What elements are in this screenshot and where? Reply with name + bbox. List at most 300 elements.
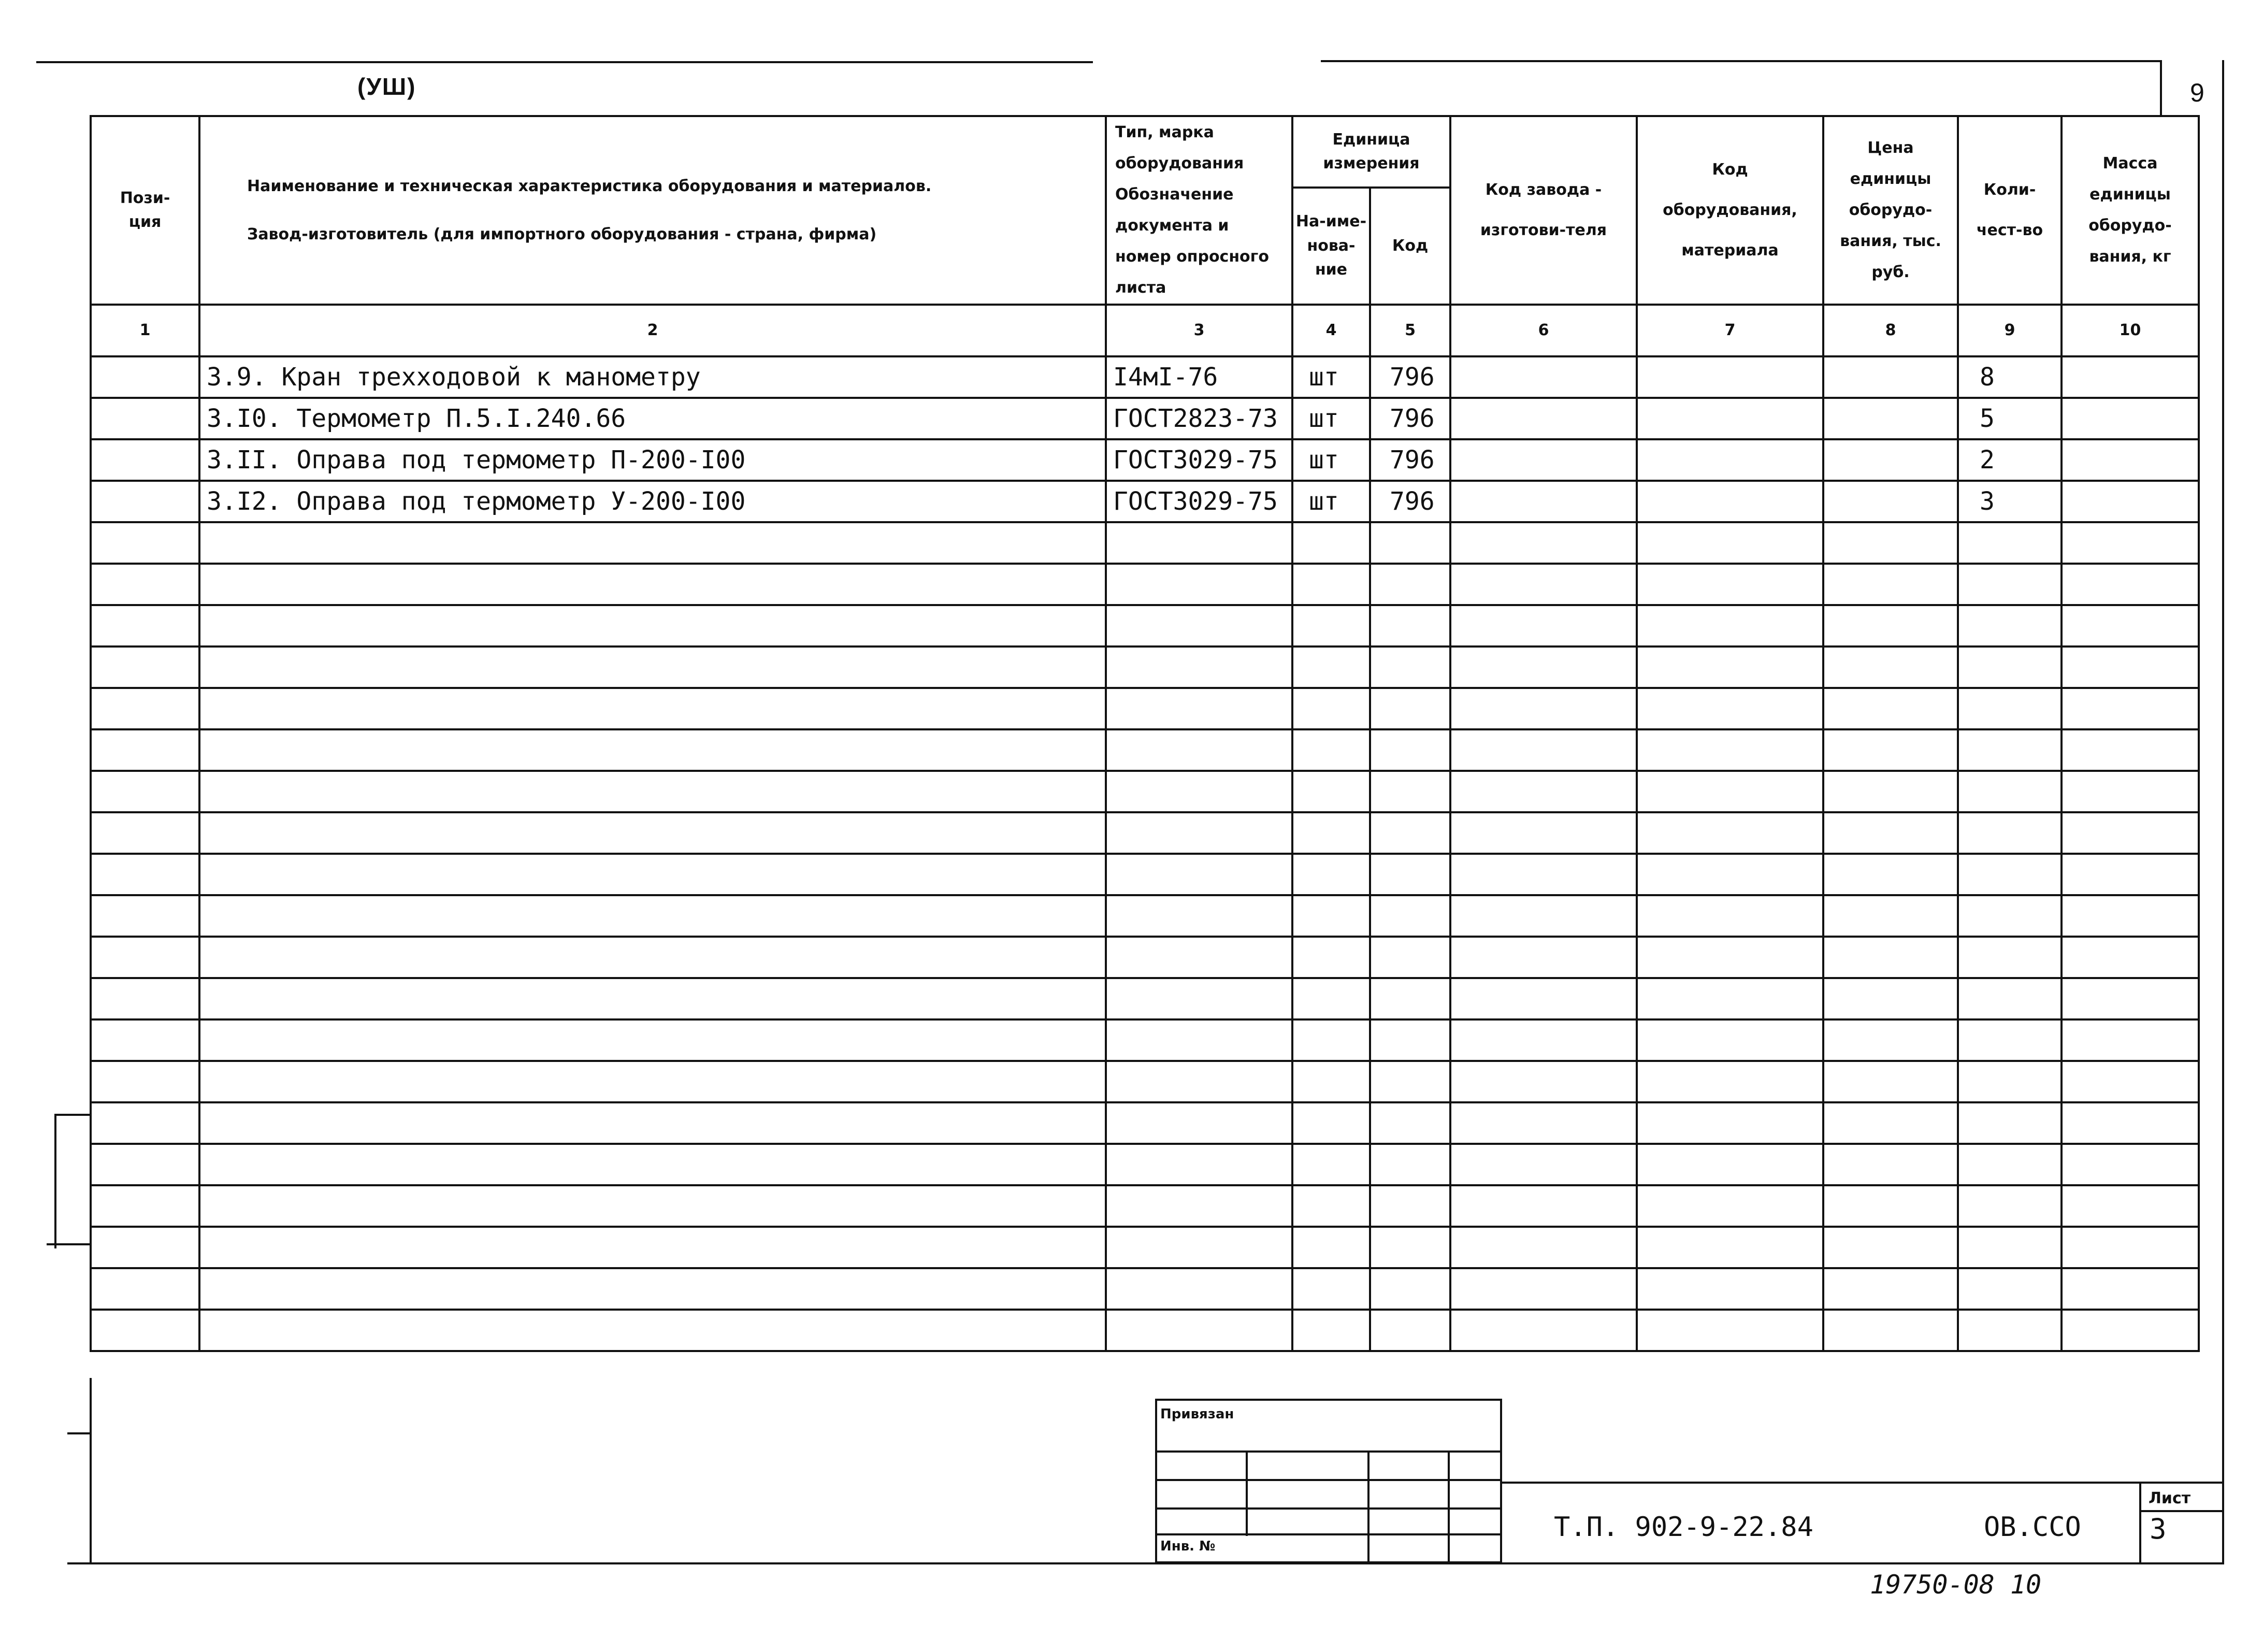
empty-cell bbox=[1292, 1310, 1370, 1351]
empty-cell bbox=[1450, 729, 1637, 771]
empty-table-row bbox=[91, 729, 2199, 771]
empty-cell bbox=[1958, 522, 2062, 564]
empty-cell bbox=[1450, 812, 1637, 854]
empty-cell bbox=[1450, 1310, 1637, 1351]
specification-table bbox=[90, 115, 2200, 1352]
empty-cell bbox=[1292, 1185, 1370, 1227]
empty-table-row bbox=[91, 895, 2199, 937]
empty-cell bbox=[2062, 895, 2199, 937]
empty-cell bbox=[1637, 895, 1823, 937]
empty-cell bbox=[1637, 729, 1823, 771]
cell-price bbox=[1823, 439, 1958, 481]
top-rule-right bbox=[1321, 60, 2160, 62]
empty-cell bbox=[1292, 605, 1370, 647]
empty-cell bbox=[1292, 937, 1370, 978]
empty-cell bbox=[1637, 1185, 1823, 1227]
col-unit-name-header: На-име-нова-ние bbox=[1292, 188, 1370, 305]
empty-cell bbox=[1292, 564, 1370, 605]
empty-cell bbox=[1370, 771, 1450, 812]
empty-cell bbox=[1823, 812, 1958, 854]
empty-cell bbox=[1106, 605, 1292, 647]
empty-cell bbox=[91, 1185, 199, 1227]
empty-cell bbox=[1637, 647, 1823, 688]
empty-cell bbox=[1450, 647, 1637, 688]
empty-cell bbox=[1450, 1185, 1637, 1227]
empty-cell bbox=[1370, 1144, 1450, 1185]
col-number: 2 bbox=[199, 305, 1106, 356]
empty-cell bbox=[1370, 1268, 1450, 1310]
cell-mass bbox=[2062, 398, 2199, 439]
empty-cell bbox=[199, 895, 1106, 937]
document-code: Т.П. 902-9-22.84 bbox=[1554, 1512, 1813, 1543]
empty-cell bbox=[1106, 1061, 1292, 1102]
empty-cell bbox=[1823, 647, 1958, 688]
empty-cell bbox=[199, 1102, 1106, 1144]
empty-cell bbox=[1370, 1185, 1450, 1227]
empty-cell bbox=[1370, 1227, 1450, 1268]
inv-label: Инв. № bbox=[1160, 1539, 1216, 1554]
empty-cell bbox=[1370, 729, 1450, 771]
document-suffix: ОВ.ССО bbox=[1984, 1512, 2081, 1543]
cell-name: 3.II. Оправа под термометр П-200-I00 bbox=[199, 439, 1106, 481]
empty-table-row bbox=[91, 1227, 2199, 1268]
empty-cell bbox=[1106, 1310, 1292, 1351]
empty-cell bbox=[1106, 522, 1292, 564]
binding-mark bbox=[54, 1114, 56, 1248]
empty-cell bbox=[199, 854, 1106, 895]
col-number: 1 bbox=[91, 305, 199, 356]
cell-equipment-code bbox=[1637, 356, 1823, 398]
empty-cell bbox=[1823, 1227, 1958, 1268]
col-number: 5 bbox=[1370, 305, 1450, 356]
empty-cell bbox=[2062, 1102, 2199, 1144]
right-border bbox=[2222, 60, 2224, 1562]
empty-cell bbox=[199, 1310, 1106, 1351]
stamp-line bbox=[1448, 1450, 1450, 1563]
empty-cell bbox=[1823, 1019, 1958, 1061]
col-mass-header: Масса единицы оборудо-вания, кг bbox=[2062, 116, 2199, 305]
empty-cell bbox=[1292, 895, 1370, 937]
cell-name: 3.9. Кран трехходовой к манометру bbox=[199, 356, 1106, 398]
table-row bbox=[91, 481, 2199, 522]
empty-cell bbox=[1450, 688, 1637, 729]
empty-cell bbox=[1106, 729, 1292, 771]
empty-cell bbox=[199, 564, 1106, 605]
empty-cell bbox=[1637, 978, 1823, 1019]
binding-mark bbox=[47, 1243, 91, 1245]
empty-cell bbox=[91, 1061, 199, 1102]
empty-cell bbox=[2062, 1144, 2199, 1185]
cell-mass bbox=[2062, 356, 2199, 398]
top-rule-left bbox=[36, 61, 1093, 63]
empty-cell bbox=[1450, 1268, 1637, 1310]
empty-cell bbox=[91, 937, 199, 978]
empty-cell bbox=[1637, 1061, 1823, 1102]
empty-cell bbox=[1450, 1019, 1637, 1061]
cell-plant-code bbox=[1450, 439, 1637, 481]
frame-bottom bbox=[67, 1562, 2224, 1564]
empty-cell bbox=[1823, 1310, 1958, 1351]
list-label: Лист bbox=[2149, 1489, 2191, 1507]
empty-cell bbox=[1823, 1144, 1958, 1185]
empty-cell bbox=[1637, 937, 1823, 978]
empty-cell bbox=[1823, 1268, 1958, 1310]
cell-quantity: 5 bbox=[1958, 398, 2062, 439]
empty-cell bbox=[1370, 978, 1450, 1019]
empty-cell bbox=[1106, 895, 1292, 937]
empty-cell bbox=[91, 522, 199, 564]
empty-cell bbox=[2062, 1019, 2199, 1061]
empty-cell bbox=[1450, 564, 1637, 605]
stamp-line bbox=[1367, 1450, 1370, 1563]
empty-cell bbox=[1106, 1019, 1292, 1061]
cell-type: ГОСТ2823-73 bbox=[1106, 398, 1292, 439]
empty-cell bbox=[1370, 854, 1450, 895]
empty-cell bbox=[1106, 1268, 1292, 1310]
binding-mark bbox=[54, 1114, 91, 1116]
empty-cell bbox=[199, 729, 1106, 771]
empty-cell bbox=[199, 1061, 1106, 1102]
empty-cell bbox=[199, 812, 1106, 854]
empty-cell bbox=[1370, 605, 1450, 647]
cell-plant-code bbox=[1450, 398, 1637, 439]
empty-cell bbox=[1106, 937, 1292, 978]
empty-cell bbox=[1106, 978, 1292, 1019]
empty-cell bbox=[1958, 854, 2062, 895]
empty-cell bbox=[1637, 1310, 1823, 1351]
empty-cell bbox=[1292, 812, 1370, 854]
cell-name: 3.I2. Оправа под термометр У-200-I00 bbox=[199, 481, 1106, 522]
empty-cell bbox=[1958, 1268, 2062, 1310]
stamp-line bbox=[1155, 1450, 1502, 1453]
col-equipment-code-header: Код оборудования, материала bbox=[1637, 116, 1823, 305]
empty-cell bbox=[1292, 522, 1370, 564]
empty-cell bbox=[1106, 688, 1292, 729]
empty-cell bbox=[91, 978, 199, 1019]
col-number: 6 bbox=[1450, 305, 1637, 356]
empty-cell bbox=[1450, 771, 1637, 812]
empty-cell bbox=[1823, 771, 1958, 812]
empty-cell bbox=[2062, 605, 2199, 647]
cell-unit-name: шт bbox=[1292, 439, 1370, 481]
empty-cell bbox=[1370, 522, 1450, 564]
cell-position bbox=[91, 398, 199, 439]
col-number: 4 bbox=[1292, 305, 1370, 356]
empty-table-row bbox=[91, 647, 2199, 688]
col-position-header: Пози- ция bbox=[91, 116, 199, 305]
empty-cell bbox=[1637, 1102, 1823, 1144]
empty-cell bbox=[1958, 812, 2062, 854]
empty-cell bbox=[91, 564, 199, 605]
empty-cell bbox=[91, 771, 199, 812]
empty-cell bbox=[91, 1227, 199, 1268]
empty-cell bbox=[1450, 937, 1637, 978]
empty-cell bbox=[1823, 729, 1958, 771]
empty-cell bbox=[1370, 895, 1450, 937]
cell-unit-code: 796 bbox=[1370, 439, 1450, 481]
empty-cell bbox=[1450, 854, 1637, 895]
cell-price bbox=[1823, 398, 1958, 439]
cell-quantity: 3 bbox=[1958, 481, 2062, 522]
empty-cell bbox=[1637, 564, 1823, 605]
empty-cell bbox=[1106, 812, 1292, 854]
empty-cell bbox=[1637, 1144, 1823, 1185]
empty-cell bbox=[199, 937, 1106, 978]
empty-cell bbox=[1450, 522, 1637, 564]
empty-cell bbox=[91, 1268, 199, 1310]
empty-cell bbox=[1637, 688, 1823, 729]
empty-cell bbox=[2062, 564, 2199, 605]
empty-cell bbox=[91, 647, 199, 688]
col-number: 10 bbox=[2062, 305, 2199, 356]
empty-cell bbox=[199, 605, 1106, 647]
empty-cell bbox=[1958, 1019, 2062, 1061]
empty-table-row bbox=[91, 1061, 2199, 1102]
empty-table-row bbox=[91, 1144, 2199, 1185]
empty-cell bbox=[1292, 647, 1370, 688]
empty-cell bbox=[2062, 854, 2199, 895]
empty-cell bbox=[1958, 564, 2062, 605]
empty-cell bbox=[1637, 605, 1823, 647]
empty-cell bbox=[1823, 522, 1958, 564]
cell-unit-name: шт bbox=[1292, 398, 1370, 439]
empty-cell bbox=[1292, 729, 1370, 771]
cell-equipment-code bbox=[1637, 481, 1823, 522]
empty-cell bbox=[91, 1144, 199, 1185]
cell-unit-code: 796 bbox=[1370, 356, 1450, 398]
cell-position bbox=[91, 481, 199, 522]
empty-cell bbox=[1292, 1268, 1370, 1310]
stamp-line bbox=[1155, 1479, 1502, 1481]
empty-cell bbox=[199, 1185, 1106, 1227]
cell-quantity: 2 bbox=[1958, 439, 2062, 481]
empty-cell bbox=[1292, 978, 1370, 1019]
empty-cell bbox=[1823, 1102, 1958, 1144]
cell-type: ГОСТ3029-75 bbox=[1106, 439, 1292, 481]
empty-cell bbox=[1823, 978, 1958, 1019]
stamp-line bbox=[1246, 1450, 1248, 1536]
empty-cell bbox=[2062, 729, 2199, 771]
cell-position bbox=[91, 356, 199, 398]
empty-cell bbox=[1370, 647, 1450, 688]
empty-cell bbox=[2062, 812, 2199, 854]
empty-table-row bbox=[91, 1310, 2199, 1351]
cell-position bbox=[91, 439, 199, 481]
empty-cell bbox=[199, 647, 1106, 688]
empty-cell bbox=[1106, 1227, 1292, 1268]
header-row bbox=[91, 116, 2199, 188]
empty-cell bbox=[199, 688, 1106, 729]
sheet-number-divider bbox=[2160, 60, 2162, 116]
empty-cell bbox=[1292, 854, 1370, 895]
cell-plant-code bbox=[1450, 356, 1637, 398]
empty-cell bbox=[1823, 854, 1958, 895]
cell-unit-name: шт bbox=[1292, 481, 1370, 522]
col-number: 8 bbox=[1823, 305, 1958, 356]
col-quantity-header: Коли-чест-во bbox=[1958, 116, 2062, 305]
empty-cell bbox=[1637, 854, 1823, 895]
empty-table-row bbox=[91, 564, 2199, 605]
empty-cell bbox=[1292, 1144, 1370, 1185]
empty-cell bbox=[1823, 937, 1958, 978]
empty-cell bbox=[199, 1019, 1106, 1061]
empty-table-row bbox=[91, 605, 2199, 647]
empty-cell bbox=[2062, 1185, 2199, 1227]
empty-cell bbox=[1823, 688, 1958, 729]
empty-cell bbox=[1637, 1268, 1823, 1310]
list-box-mid bbox=[2139, 1510, 2224, 1512]
empty-cell bbox=[1106, 1102, 1292, 1144]
empty-table-row bbox=[91, 771, 2199, 812]
empty-cell bbox=[1958, 978, 2062, 1019]
empty-cell bbox=[1958, 647, 2062, 688]
column-number-row bbox=[91, 305, 2199, 356]
empty-table-row bbox=[91, 854, 2199, 895]
empty-cell bbox=[199, 1227, 1106, 1268]
empty-cell bbox=[1958, 1102, 2062, 1144]
table-row bbox=[91, 439, 2199, 481]
empty-cell bbox=[1292, 1061, 1370, 1102]
empty-cell bbox=[1637, 1019, 1823, 1061]
empty-cell bbox=[1106, 1144, 1292, 1185]
empty-cell bbox=[1823, 564, 1958, 605]
empty-cell bbox=[2062, 978, 2199, 1019]
empty-cell bbox=[91, 854, 199, 895]
col-unit-code-header: Код bbox=[1370, 188, 1450, 305]
empty-cell bbox=[1106, 854, 1292, 895]
empty-cell bbox=[1958, 1185, 2062, 1227]
empty-table-row bbox=[91, 1185, 2199, 1227]
binding-mark bbox=[67, 1432, 91, 1434]
empty-cell bbox=[1958, 729, 2062, 771]
empty-cell bbox=[2062, 522, 2199, 564]
empty-cell bbox=[199, 522, 1106, 564]
empty-cell bbox=[91, 729, 199, 771]
empty-cell bbox=[1450, 1227, 1637, 1268]
cell-price bbox=[1823, 481, 1958, 522]
empty-cell bbox=[1958, 895, 2062, 937]
empty-cell bbox=[2062, 688, 2199, 729]
empty-table-row bbox=[91, 1019, 2199, 1061]
cell-name: 3.I0. Термометр П.5.I.240.66 bbox=[199, 398, 1106, 439]
empty-cell bbox=[2062, 771, 2199, 812]
empty-cell bbox=[1450, 1102, 1637, 1144]
title-block-top bbox=[1502, 1482, 2224, 1484]
empty-table-row bbox=[91, 978, 2199, 1019]
cell-unit-code: 796 bbox=[1370, 398, 1450, 439]
col-name-header: Наименование и техническая характеристика оборудования и материалов. Завод-изготовитель (для импортного оборудования - страна, фирма) bbox=[199, 116, 1106, 305]
empty-cell bbox=[1106, 771, 1292, 812]
empty-cell bbox=[1370, 1310, 1450, 1351]
stamp-line bbox=[1155, 1507, 1502, 1510]
list-box-left bbox=[2139, 1482, 2141, 1564]
empty-cell bbox=[1958, 937, 2062, 978]
empty-table-row bbox=[91, 937, 2199, 978]
empty-cell bbox=[1370, 688, 1450, 729]
empty-cell bbox=[1823, 895, 1958, 937]
empty-cell bbox=[1637, 522, 1823, 564]
empty-cell bbox=[1370, 1061, 1450, 1102]
empty-table-row bbox=[91, 1268, 2199, 1310]
empty-cell bbox=[2062, 1310, 2199, 1351]
empty-cell bbox=[1823, 1061, 1958, 1102]
sheet-number: 9 bbox=[2190, 78, 2204, 107]
empty-cell bbox=[2062, 1061, 2199, 1102]
empty-cell bbox=[1292, 1019, 1370, 1061]
bound-label: Привязан bbox=[1160, 1406, 1234, 1422]
empty-cell bbox=[1450, 1144, 1637, 1185]
col-number: 7 bbox=[1637, 305, 1823, 356]
empty-cell bbox=[91, 812, 199, 854]
list-number: 3 bbox=[2150, 1513, 2167, 1545]
empty-cell bbox=[91, 605, 199, 647]
table-row bbox=[91, 356, 2199, 398]
empty-cell bbox=[1958, 605, 2062, 647]
empty-cell bbox=[1958, 688, 2062, 729]
empty-cell bbox=[1637, 812, 1823, 854]
empty-cell bbox=[1958, 1144, 2062, 1185]
empty-cell bbox=[1958, 771, 2062, 812]
col-type-header: Тип, марка оборудования Обозначение документа и номер опросного листа bbox=[1106, 116, 1292, 305]
frame-left bbox=[90, 1378, 92, 1564]
cell-unit-name: шт bbox=[1292, 356, 1370, 398]
cell-equipment-code bbox=[1637, 439, 1823, 481]
empty-cell bbox=[91, 688, 199, 729]
empty-cell bbox=[1292, 771, 1370, 812]
empty-cell bbox=[1450, 605, 1637, 647]
empty-cell bbox=[1292, 1227, 1370, 1268]
empty-cell bbox=[2062, 1268, 2199, 1310]
col-unit-header: Единица измерения bbox=[1292, 116, 1450, 188]
empty-cell bbox=[1370, 937, 1450, 978]
col-price-header: Цена единицы оборудо-вания, тыс. руб. bbox=[1823, 116, 1958, 305]
empty-cell bbox=[199, 1268, 1106, 1310]
cell-unit-code: 796 bbox=[1370, 481, 1450, 522]
empty-cell bbox=[1106, 647, 1292, 688]
cell-price bbox=[1823, 356, 1958, 398]
cell-type: I4мI-76 bbox=[1106, 356, 1292, 398]
empty-cell bbox=[1450, 978, 1637, 1019]
empty-cell bbox=[1292, 1102, 1370, 1144]
col-plant-code-header: Код завода - изготови-теля bbox=[1450, 116, 1637, 305]
cell-mass bbox=[2062, 439, 2199, 481]
empty-cell bbox=[2062, 937, 2199, 978]
empty-table-row bbox=[91, 522, 2199, 564]
cell-equipment-code bbox=[1637, 398, 1823, 439]
empty-cell bbox=[91, 1310, 199, 1351]
cell-mass bbox=[2062, 481, 2199, 522]
archive-number: 19750-08 10 bbox=[1870, 1570, 2042, 1600]
empty-cell bbox=[1958, 1061, 2062, 1102]
empty-cell bbox=[1958, 1227, 2062, 1268]
empty-cell bbox=[199, 978, 1106, 1019]
empty-table-row bbox=[91, 812, 2199, 854]
empty-cell bbox=[1637, 771, 1823, 812]
empty-cell bbox=[1370, 1102, 1450, 1144]
empty-cell bbox=[1823, 605, 1958, 647]
empty-table-row bbox=[91, 688, 2199, 729]
empty-cell bbox=[91, 1019, 199, 1061]
cell-plant-code bbox=[1450, 481, 1637, 522]
empty-cell bbox=[1823, 1185, 1958, 1227]
empty-cell bbox=[2062, 1227, 2199, 1268]
empty-cell bbox=[199, 771, 1106, 812]
empty-cell bbox=[1292, 688, 1370, 729]
empty-cell bbox=[1450, 895, 1637, 937]
empty-cell bbox=[1958, 1310, 2062, 1351]
section-code: (УШ) bbox=[357, 73, 416, 100]
empty-table-row bbox=[91, 1102, 2199, 1144]
